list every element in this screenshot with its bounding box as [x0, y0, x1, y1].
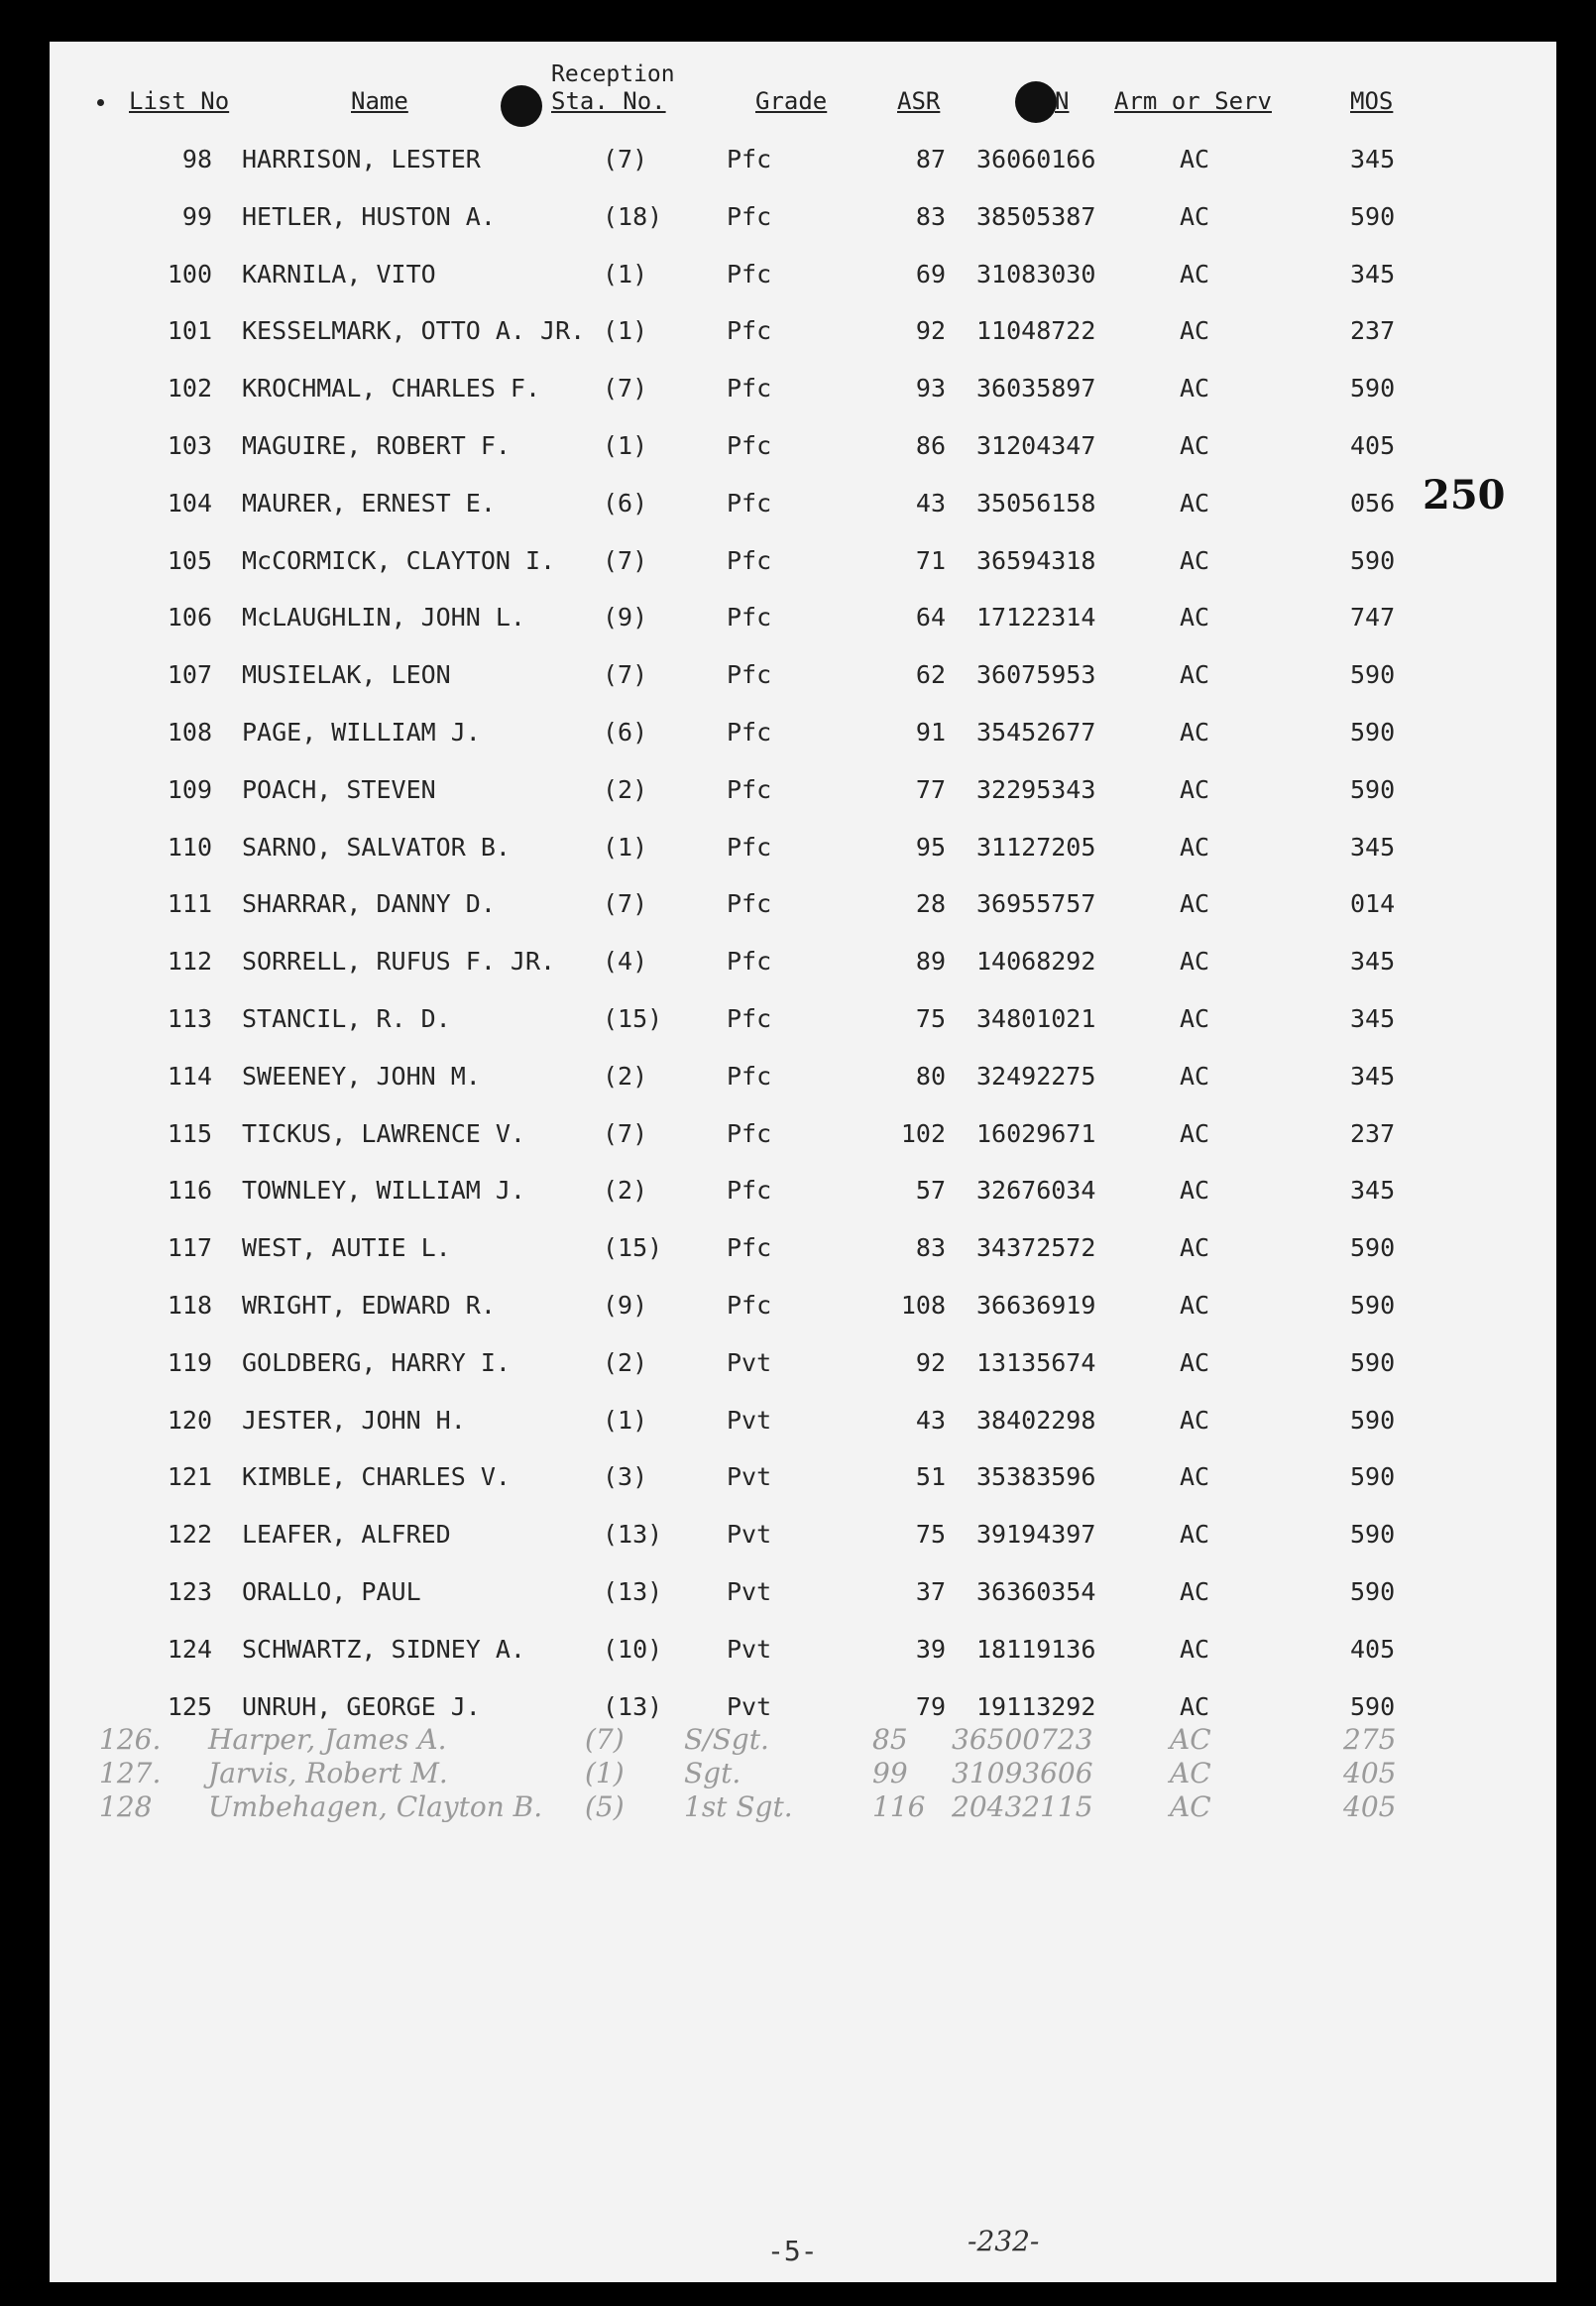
handwritten-entry [0, 1790, 1467, 1830]
grade: Pvt [727, 1520, 772, 1550]
table-row [0, 603, 1467, 642]
table-row [0, 202, 1467, 242]
handwritten-asr-score: 85 [872, 1723, 908, 1756]
arm-or-service: AC [1180, 1405, 1210, 1435]
document-number: -232- [968, 2225, 1040, 2257]
person-name: SWEENEY, JOHN M. [242, 1061, 481, 1091]
mos-code: 345 [1350, 145, 1396, 173]
table-row [0, 489, 1467, 528]
handwritten-reception-station: (1) [585, 1757, 625, 1789]
handwritten-grade: 1st Sgt. [684, 1790, 793, 1823]
punch-hole-right [1015, 81, 1057, 123]
mos-code: 590 [1350, 774, 1396, 804]
reception-station: (15) [603, 1004, 663, 1033]
serial-number: 16029671 [976, 1118, 1096, 1148]
arm-or-service: AC [1180, 947, 1210, 977]
serial-number: 13135674 [976, 1347, 1096, 1377]
mos-code: 747 [1350, 603, 1396, 633]
grade: Pvt [727, 1462, 772, 1492]
mos-code: 590 [1350, 660, 1396, 690]
table-row [0, 145, 1467, 184]
person-name: SORRELL, RUFUS F. JR. [242, 947, 556, 977]
asr-score: 37 [915, 1577, 946, 1606]
handwritten-list-number: 126. [99, 1723, 162, 1756]
arm-or-service: AC [1180, 832, 1210, 862]
page-stamp: 250 [1423, 472, 1506, 519]
asr-score: 86 [915, 431, 946, 460]
arm-or-service: AC [1180, 488, 1210, 518]
person-name: HETLER, HUSTON A. [242, 201, 496, 231]
list-number: 99 [181, 201, 212, 231]
serial-number: 35383596 [976, 1462, 1096, 1492]
arm-or-service: AC [1180, 374, 1210, 404]
serial-number: 36594318 [976, 545, 1096, 575]
asr-score: 93 [915, 374, 946, 404]
mos-code: 056 [1350, 488, 1396, 518]
arm-or-service: AC [1180, 1347, 1210, 1377]
handwritten-person-name: Harper, James A. [208, 1723, 447, 1756]
handwritten-grade: Sgt. [684, 1757, 741, 1789]
asr-score: 57 [915, 1176, 946, 1206]
grade: Pfc [727, 1176, 772, 1206]
serial-number: 36060166 [976, 145, 1096, 173]
grade: Pfc [727, 1118, 772, 1148]
table-row [0, 1348, 1467, 1388]
serial-number: 31083030 [976, 259, 1096, 288]
arm-or-service: AC [1180, 1176, 1210, 1206]
serial-number: 34372572 [976, 1233, 1096, 1263]
serial-number: 19113292 [976, 1691, 1096, 1721]
grade: Pvt [727, 1405, 772, 1435]
handwritten-mos-code: 405 [1343, 1757, 1397, 1789]
arm-or-service: AC [1180, 545, 1210, 575]
arm-or-service: AC [1180, 259, 1210, 288]
arm-or-service: AC [1180, 1634, 1210, 1664]
arm-or-service: AC [1180, 1004, 1210, 1033]
person-name: SARNO, SALVATOR B. [242, 832, 511, 862]
reception-station: (7) [603, 660, 648, 690]
asr-score: 95 [915, 832, 946, 862]
list-number: 123 [167, 1577, 212, 1606]
reception-station: (13) [603, 1691, 663, 1721]
list-number: 118 [167, 1291, 212, 1320]
mos-code: 345 [1350, 832, 1396, 862]
grade: Pfc [727, 201, 772, 231]
table-row [0, 1176, 1467, 1215]
asr-score: 108 [900, 1291, 946, 1320]
person-name: GOLDBERG, HARRY I. [242, 1347, 511, 1377]
serial-number: 39194397 [976, 1520, 1096, 1550]
list-number: 107 [167, 660, 212, 690]
reception-station: (9) [603, 603, 648, 633]
list-number: 119 [167, 1347, 212, 1377]
page-number: -5- [767, 2235, 818, 2267]
arm-or-service: AC [1180, 1291, 1210, 1320]
list-number: 110 [167, 832, 212, 862]
asr-score: 102 [900, 1118, 946, 1148]
list-number: 121 [167, 1462, 212, 1492]
arm-or-service: AC [1180, 889, 1210, 919]
reception-station: (6) [603, 488, 648, 518]
person-name: ORALLO, PAUL [242, 1577, 421, 1606]
table-row [0, 1462, 1467, 1502]
serial-number: 31204347 [976, 431, 1096, 460]
mos-code: 345 [1350, 1176, 1396, 1206]
table-row [0, 260, 1467, 299]
table-row [0, 889, 1467, 929]
handwritten-serial-number: 20432115 [952, 1790, 1093, 1823]
mos-code: 345 [1350, 259, 1396, 288]
arm-or-service: AC [1180, 1233, 1210, 1263]
grade: Pfc [727, 431, 772, 460]
reception-station: (4) [603, 947, 648, 977]
serial-number: 18119136 [976, 1634, 1096, 1664]
table-row [0, 374, 1467, 413]
header-mos: MOS [1350, 87, 1394, 115]
serial-number: 36955757 [976, 889, 1096, 919]
grade: Pfc [727, 889, 772, 919]
arm-or-service: AC [1180, 1577, 1210, 1606]
serial-number: 11048722 [976, 316, 1096, 346]
arm-or-service: AC [1180, 1462, 1210, 1492]
punch-hole-left [501, 85, 542, 127]
asr-score: 69 [915, 259, 946, 288]
handwritten-person-name: Umbehagen, Clayton B. [208, 1790, 543, 1823]
mos-code: 590 [1350, 1577, 1396, 1606]
person-name: JESTER, JOHN H. [242, 1405, 466, 1435]
person-name: SHARRAR, DANNY D. [242, 889, 496, 919]
handwritten-reception-station: (5) [585, 1790, 625, 1823]
mos-code: 590 [1350, 1520, 1396, 1550]
serial-number: 32295343 [976, 774, 1096, 804]
table-row [0, 1062, 1467, 1101]
person-name: SCHWARTZ, SIDNEY A. [242, 1634, 525, 1664]
serial-number: 36636919 [976, 1291, 1096, 1320]
list-number: 125 [167, 1691, 212, 1721]
mos-code: 237 [1350, 316, 1396, 346]
list-number: 115 [167, 1118, 212, 1148]
table-row [0, 947, 1467, 986]
reception-station: (7) [603, 1118, 648, 1148]
serial-number: 38505387 [976, 201, 1096, 231]
person-name: KESSELMARK, OTTO A. JR. [242, 316, 586, 346]
list-number: 111 [167, 889, 212, 919]
list-number: 116 [167, 1176, 212, 1206]
grade: Pfc [727, 774, 772, 804]
arm-or-service: AC [1180, 1520, 1210, 1550]
person-name: TOWNLEY, WILLIAM J. [242, 1176, 525, 1206]
reception-station: (2) [603, 1176, 648, 1206]
mos-code: 590 [1350, 545, 1396, 575]
header-sta-no: Sta. No. [551, 87, 666, 115]
asr-score: 39 [915, 1634, 946, 1664]
person-name: MAURER, ERNEST E. [242, 488, 496, 518]
header-arm-or-serv: Arm or Serv [1114, 87, 1272, 115]
asr-score: 89 [915, 947, 946, 977]
list-number: 113 [167, 1004, 212, 1033]
table-row [0, 660, 1467, 700]
table-row [0, 1406, 1467, 1445]
grade: Pfc [727, 660, 772, 690]
table-row [0, 431, 1467, 471]
grade: Pvt [727, 1577, 772, 1606]
reception-station: (9) [603, 1291, 648, 1320]
person-name: MUSIELAK, LEON [242, 660, 451, 690]
asr-score: 83 [915, 201, 946, 231]
reception-station: (3) [603, 1462, 648, 1492]
person-name: KROCHMAL, CHARLES F. [242, 374, 541, 404]
asr-score: 43 [915, 1405, 946, 1435]
grade: Pfc [727, 718, 772, 747]
mos-code: 590 [1350, 1691, 1396, 1721]
asr-score: 75 [915, 1520, 946, 1550]
table-row [0, 1233, 1467, 1273]
person-name: HARRISON, LESTER [242, 145, 481, 173]
handwritten-serial-number: 36500723 [952, 1723, 1093, 1756]
header-list-no: List No [129, 87, 230, 115]
grade: Pfc [727, 947, 772, 977]
serial-number: 36035897 [976, 374, 1096, 404]
mos-code: 590 [1350, 201, 1396, 231]
list-number: 114 [167, 1061, 212, 1091]
table-row [0, 775, 1467, 815]
list-number: 102 [167, 374, 212, 404]
arm-or-service: AC [1180, 603, 1210, 633]
serial-number: 36075953 [976, 660, 1096, 690]
table-row [0, 1635, 1467, 1674]
arm-or-service: AC [1180, 774, 1210, 804]
list-number: 109 [167, 774, 212, 804]
reception-station: (10) [603, 1634, 663, 1664]
reception-station: (2) [603, 1347, 648, 1377]
grade: Pfc [727, 545, 772, 575]
arm-or-service: AC [1180, 1061, 1210, 1091]
handwritten-mos-code: 405 [1343, 1790, 1397, 1823]
handwritten-asr-score: 116 [872, 1790, 926, 1823]
header-asr: ASR [897, 87, 941, 115]
asr-score: 75 [915, 1004, 946, 1033]
header-name: Name [351, 87, 408, 115]
list-number: 104 [167, 488, 212, 518]
handwritten-asr-score: 99 [872, 1757, 908, 1789]
grade: Pvt [727, 1347, 772, 1377]
handwritten-arm-or-service: AC [1170, 1790, 1211, 1823]
header-grade: Grade [755, 87, 828, 115]
mos-code: 237 [1350, 1118, 1396, 1148]
grade: Pfc [727, 1291, 772, 1320]
grade: Pvt [727, 1691, 772, 1721]
grade: Pfc [727, 145, 772, 173]
arm-or-service: AC [1180, 316, 1210, 346]
reception-station: (1) [603, 316, 648, 346]
table-row [0, 1119, 1467, 1159]
mos-code: 590 [1350, 1405, 1396, 1435]
asr-score: 62 [915, 660, 946, 690]
list-number: 106 [167, 603, 212, 633]
mos-code: 405 [1350, 431, 1396, 460]
list-number: 108 [167, 718, 212, 747]
handwritten-list-number: 127. [99, 1757, 162, 1789]
table-row [0, 1577, 1467, 1617]
serial-number: 14068292 [976, 947, 1096, 977]
handwritten-reception-station: (7) [585, 1723, 625, 1756]
person-name: WRIGHT, EDWARD R. [242, 1291, 496, 1320]
reception-station: (15) [603, 1233, 663, 1263]
list-number: 120 [167, 1405, 212, 1435]
mos-code: 590 [1350, 1291, 1396, 1320]
grade: Pfc [727, 1004, 772, 1033]
serial-number: 32492275 [976, 1061, 1096, 1091]
serial-number: 34801021 [976, 1004, 1096, 1033]
serial-number: 36360354 [976, 1577, 1096, 1606]
grade: Pfc [727, 374, 772, 404]
asr-score: 87 [915, 145, 946, 173]
reception-station: (1) [603, 1405, 648, 1435]
arm-or-service: AC [1180, 1691, 1210, 1721]
list-number: 100 [167, 259, 212, 288]
mos-code: 345 [1350, 1061, 1396, 1091]
asr-score: 28 [915, 889, 946, 919]
list-number: 105 [167, 545, 212, 575]
serial-number: 35056158 [976, 488, 1096, 518]
handwritten-arm-or-service: AC [1170, 1723, 1211, 1756]
header-serial-no: N [1055, 87, 1070, 115]
serial-number: 35452677 [976, 718, 1096, 747]
person-name: POACH, STEVEN [242, 774, 436, 804]
reception-station: (1) [603, 431, 648, 460]
mos-code: 590 [1350, 1347, 1396, 1377]
table-row [0, 1520, 1467, 1559]
arm-or-service: AC [1180, 718, 1210, 747]
serial-number: 32676034 [976, 1176, 1096, 1206]
reception-station: (7) [603, 889, 648, 919]
asr-score: 64 [915, 603, 946, 633]
person-name: PAGE, WILLIAM J. [242, 718, 481, 747]
mos-code: 590 [1350, 718, 1396, 747]
reception-station: (1) [603, 832, 648, 862]
arm-or-service: AC [1180, 201, 1210, 231]
grade: Pfc [727, 488, 772, 518]
mos-code: 590 [1350, 1462, 1396, 1492]
person-name: LEAFER, ALFRED [242, 1520, 451, 1550]
list-number: 122 [167, 1520, 212, 1550]
person-name: McLAUGHLIN, JOHN L. [242, 603, 525, 633]
reception-station: (6) [603, 718, 648, 747]
mos-code: 014 [1350, 889, 1396, 919]
serial-number: 38402298 [976, 1405, 1096, 1435]
reception-station: (1) [603, 259, 648, 288]
mos-code: 345 [1350, 1004, 1396, 1033]
header-reception: Reception [551, 61, 675, 87]
handwritten-list-number: 128 [99, 1790, 153, 1823]
handwritten-serial-number: 31093606 [952, 1757, 1093, 1789]
list-number: 124 [167, 1634, 212, 1664]
person-name: WEST, AUTIE L. [242, 1233, 451, 1263]
reception-station: (2) [603, 1061, 648, 1091]
serial-number: 17122314 [976, 603, 1096, 633]
grade: Pfc [727, 603, 772, 633]
arm-or-service: AC [1180, 1118, 1210, 1148]
arm-or-service: AC [1180, 660, 1210, 690]
asr-score: 80 [915, 1061, 946, 1091]
list-number: 98 [181, 145, 212, 173]
grade: Pfc [727, 832, 772, 862]
person-name: UNRUH, GEORGE J. [242, 1691, 481, 1721]
person-name: MAGUIRE, ROBERT F. [242, 431, 511, 460]
arm-or-service: AC [1180, 145, 1210, 173]
reception-station: (7) [603, 545, 648, 575]
asr-score: 92 [915, 1347, 946, 1377]
list-number: 103 [167, 431, 212, 460]
asr-score: 43 [915, 488, 946, 518]
table-row [0, 1291, 1467, 1330]
table-row [0, 546, 1467, 586]
person-name: McCORMICK, CLAYTON I. [242, 545, 556, 575]
grade: Pfc [727, 316, 772, 346]
reception-station: (7) [603, 145, 648, 173]
table-row [0, 1004, 1467, 1044]
arm-or-service: AC [1180, 431, 1210, 460]
table-row [0, 833, 1467, 872]
asr-score: 91 [915, 718, 946, 747]
reception-station: (7) [603, 374, 648, 404]
asr-score: 83 [915, 1233, 946, 1263]
bullet-mark [97, 99, 104, 106]
asr-score: 79 [915, 1691, 946, 1721]
grade: Pfc [727, 1233, 772, 1263]
handwritten-person-name: Jarvis, Robert M. [208, 1757, 448, 1789]
mos-code: 405 [1350, 1634, 1396, 1664]
person-name: STANCIL, R. D. [242, 1004, 451, 1033]
mos-code: 345 [1350, 947, 1396, 977]
list-number: 117 [167, 1233, 212, 1263]
mos-code: 590 [1350, 1233, 1396, 1263]
person-name: KIMBLE, CHARLES V. [242, 1462, 511, 1492]
table-row [0, 718, 1467, 757]
reception-station: (2) [603, 774, 648, 804]
person-name: KARNILA, VITO [242, 259, 436, 288]
asr-score: 51 [915, 1462, 946, 1492]
grade: Pvt [727, 1634, 772, 1664]
reception-station: (13) [603, 1577, 663, 1606]
reception-station: (13) [603, 1520, 663, 1550]
list-number: 112 [167, 947, 212, 977]
list-number: 101 [167, 316, 212, 346]
asr-score: 77 [915, 774, 946, 804]
grade: Pfc [727, 259, 772, 288]
handwritten-grade: S/Sgt. [684, 1723, 769, 1756]
asr-score: 92 [915, 316, 946, 346]
mos-code: 590 [1350, 374, 1396, 404]
person-name: TICKUS, LAWRENCE V. [242, 1118, 525, 1148]
reception-station: (18) [603, 201, 663, 231]
serial-number: 31127205 [976, 832, 1096, 862]
grade: Pfc [727, 1061, 772, 1091]
handwritten-arm-or-service: AC [1170, 1757, 1211, 1789]
table-row [0, 316, 1467, 356]
asr-score: 71 [915, 545, 946, 575]
handwritten-mos-code: 275 [1343, 1723, 1397, 1756]
